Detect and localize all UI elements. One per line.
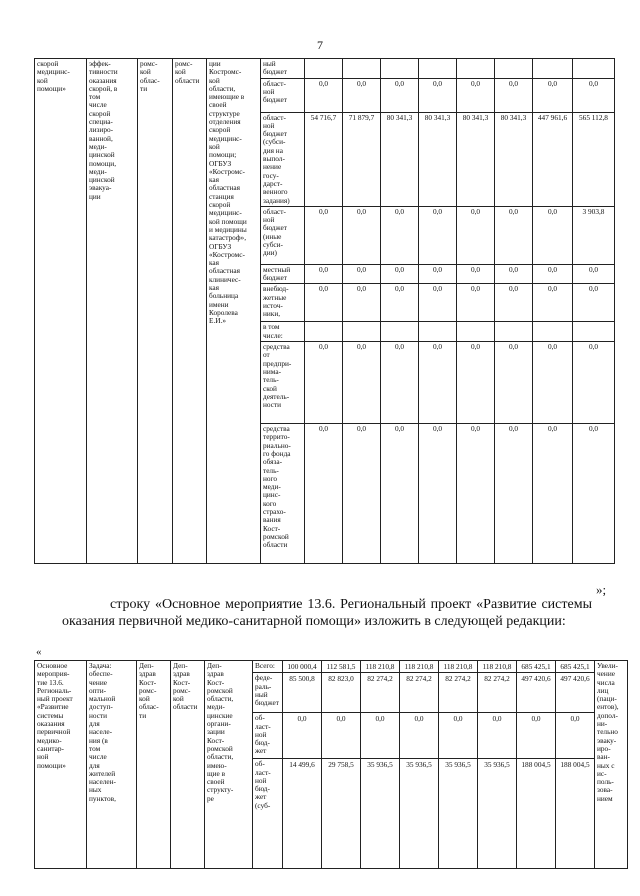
table1-col5: ции Костромс- кой области, имеющие в своей структуре отделения скорой медицинс- кой помощи; ОГБУЗ «Костромс- кая областная станция скорой медицинс- кой помощи и медицины катастроф», ОГБУЗ «Костромс- кая областная клиничес- кая больница имени Королева Е.И.» [207,59,261,564]
table2-value-cell: 82 823,0 [322,673,361,713]
table2-value-cell: 35 936,5 [439,759,478,869]
table1-value-cell: 0,0 [457,264,495,284]
table1-value-cell: 0,0 [419,78,457,112]
table1-value-cell [495,59,533,79]
table1-col1: скорой медицинс- кой помощи» [35,59,87,564]
table1-source-label: средства от предпри- нима- тель- ской деятель- ности [261,342,305,424]
table1-value-cell: 0,0 [533,264,573,284]
table1-value-cell [533,59,573,79]
table2-value-cell: 0,0 [517,713,556,759]
table1-value-cell: 0,0 [533,206,573,264]
table1-value-cell: 0,0 [381,264,419,284]
table1-value-cell: 0,0 [305,264,343,284]
table1-value-cell: 0,0 [495,264,533,284]
table1-value-cell [419,322,457,342]
table1-value-cell: 0,0 [495,78,533,112]
table1-value-cell: 80 341,3 [457,112,495,206]
table2-result-indicator: Увели- чение числа лиц (паци- ентов), допол- ни- тельно эваку- иро- ван- ных с ис- поль- зова- нием [595,661,628,869]
table2-value-cell: 82 274,2 [400,673,439,713]
funding-table-new [34,660,628,869]
table2-value-cell: 497 420,6 [517,673,556,713]
table2-value-cell: 0,0 [400,713,439,759]
table2-value-cell: 685 425,1 [556,661,595,673]
table1-value-cell [343,59,381,79]
table2-col4: Деп- здрав Кост- ромс- кой области [171,661,205,869]
table2-value-cell: 497 420,6 [556,673,595,713]
table2-value-cell: 35 936,5 [400,759,439,869]
table2-value-cell: 685 425,1 [517,661,556,673]
table1-value-cell: 0,0 [381,78,419,112]
table2-value-cell: 0,0 [283,713,322,759]
table1-value-cell: 0,0 [457,78,495,112]
table-row [35,59,615,79]
table1-source-label: ный бюджет [261,59,305,79]
table1-value-cell: 0,0 [495,424,533,564]
table2-value-cell: 35 936,5 [361,759,400,869]
table2-value-cell: 29 758,5 [322,759,361,869]
table1-value-cell: 0,0 [305,342,343,424]
table1-value-cell: 0,0 [457,284,495,322]
table1-value-cell: 0,0 [343,284,381,322]
table1-value-cell: 0,0 [495,284,533,322]
table1-value-cell: 3 903,8 [573,206,615,264]
table1-source-label: внебюд- жетные источ- ники, [261,284,305,322]
table1-value-cell: 0,0 [381,424,419,564]
table1-value-cell [533,322,573,342]
table2-col3: Деп- здрав Кост- ромс- кой облас- ти [137,661,171,869]
table1-value-cell: 0,0 [381,342,419,424]
table1-value-cell: 0,0 [495,206,533,264]
table2-value-cell: 112 581,5 [322,661,361,673]
table1-value-cell: 0,0 [343,78,381,112]
table2-value-cell: 82 274,2 [478,673,517,713]
table1-value-cell: 0,0 [533,342,573,424]
closing-quote-mark: »; [596,582,607,597]
opening-quote-mark: « [36,646,42,658]
table1-value-cell: 0,0 [381,284,419,322]
table1-value-cell: 565 112,8 [573,112,615,206]
table2-value-cell: 0,0 [322,713,361,759]
table1-value-cell [573,322,615,342]
table2-value-cell: 118 210,8 [361,661,400,673]
table1-value-cell: 0,0 [419,264,457,284]
table1-source-label: област- ной бюджет (иные субси- дии) [261,206,305,264]
table2-source-label: Всего: [253,661,283,673]
table2-value-cell: 188 004,5 [556,759,595,869]
table2-value-cell: 82 274,2 [361,673,400,713]
table1-value-cell: 71 879,7 [343,112,381,206]
page-number: 7 [317,38,323,52]
table2-value-cell: 0,0 [556,713,595,759]
table1-value-cell [305,59,343,79]
table1-value-cell: 0,0 [457,424,495,564]
table2-value-cell: 14 499,6 [283,759,322,869]
table2-col2: Задача: обеспе- чение опти- мальной доступ- ности для населе- ния (в том числе для жителей населен- ных пунктов, [87,661,137,869]
table2-value-cell: 188 004,5 [517,759,556,869]
table2-value-cell: 0,0 [361,713,400,759]
table1-value-cell: 0,0 [533,424,573,564]
table1-value-cell: 0,0 [457,206,495,264]
table1-value-cell: 0,0 [343,264,381,284]
table1-value-cell: 0,0 [343,424,381,564]
table1-value-cell: 0,0 [573,342,615,424]
instruction-paragraph [62,596,592,630]
instruction-text: строку «Основное мероприятие 13.6. Региональный проект «Развитие системы оказания первичной медико-санитарной помощи» изложить в следующей редакции: [62,597,592,629]
table1-col4: ромс- кой области [173,59,207,564]
table2-value-cell: 118 210,8 [478,661,517,673]
table1-source-label: област- ной бюджет [261,78,305,112]
table1-source-label: средства террито- риально- го фонда обяза- тель- ного меди- цинс- кого страхо- вания Кост- ромской области [261,424,305,564]
table1-value-cell: 80 341,3 [381,112,419,206]
table1-value-cell [381,59,419,79]
table1-value-cell: 0,0 [419,284,457,322]
table1-value-cell: 0,0 [573,424,615,564]
table1-value-cell: 0,0 [343,342,381,424]
table1-value-cell: 0,0 [305,78,343,112]
table1-value-cell: 0,0 [495,342,533,424]
table2-value-cell: 0,0 [478,713,517,759]
table1-value-cell: 0,0 [305,206,343,264]
table1-value-cell: 447 961,6 [533,112,573,206]
table2-col5: Деп- здрав Кост- ромской области, меди- цинские органи- зации Кост- ромской области, имею- щие в своей структу- ре [205,661,253,869]
table2-source-label: об- ласт- ной бюд- жет [253,713,283,759]
table2-value-cell: 35 936,5 [478,759,517,869]
table1-value-cell: 0,0 [533,284,573,322]
table1-value-cell: 54 716,7 [305,112,343,206]
table1-value-cell [457,322,495,342]
funding-table-continued [34,58,615,564]
table2-source-label: феде- раль- ный бюджет [253,673,283,713]
table2-value-cell: 0,0 [439,713,478,759]
table1-value-cell [343,322,381,342]
table1-value-cell: 0,0 [457,342,495,424]
table1-value-cell: 0,0 [419,424,457,564]
table2-col1: Основное мероприя- тие 13.6. Региональ- ный проект «Развитие системы оказания первичной медико- санитар- ной помощи» [35,661,87,869]
table1-value-cell: 0,0 [419,342,457,424]
table2-value-cell: 82 274,2 [439,673,478,713]
table1-value-cell: 0,0 [305,424,343,564]
table1-col3: ромс- кой облас- ти [138,59,173,564]
table2-source-label: об- ласт- ной бюд- жет (суб- [253,759,283,869]
table1-value-cell: 0,0 [305,284,343,322]
table1-value-cell [305,322,343,342]
table1-value-cell [573,59,615,79]
table1-source-label: местный бюджет [261,264,305,284]
table-row [35,661,628,673]
table2-value-cell: 100 000,4 [283,661,322,673]
table1-value-cell: 0,0 [381,206,419,264]
table1-value-cell [457,59,495,79]
table1-value-cell: 0,0 [573,284,615,322]
table1-value-cell [381,322,419,342]
table1-value-cell: 0,0 [343,206,381,264]
table1-value-cell [419,59,457,79]
table1-value-cell: 0,0 [533,78,573,112]
table1-source-label: в том числе: [261,322,305,342]
table1-value-cell: 80 341,3 [419,112,457,206]
table1-source-label: област- ной бюджет (субси- дия на выпол- нение госу- дарст- венного задания) [261,112,305,206]
table1-col2: эффек- тивности оказания скорой, в том числе скорой специа- лизиро- ванной, меди- цинской помощи, меди- цинской эвакуа- ции [87,59,138,564]
table2-value-cell: 118 210,8 [439,661,478,673]
table1-value-cell: 0,0 [573,264,615,284]
table1-value-cell: 0,0 [419,206,457,264]
table1-value-cell: 80 341,3 [495,112,533,206]
table1-value-cell [495,322,533,342]
table2-value-cell: 85 500,8 [283,673,322,713]
table1-value-cell: 0,0 [573,78,615,112]
table2-value-cell: 118 210,8 [400,661,439,673]
